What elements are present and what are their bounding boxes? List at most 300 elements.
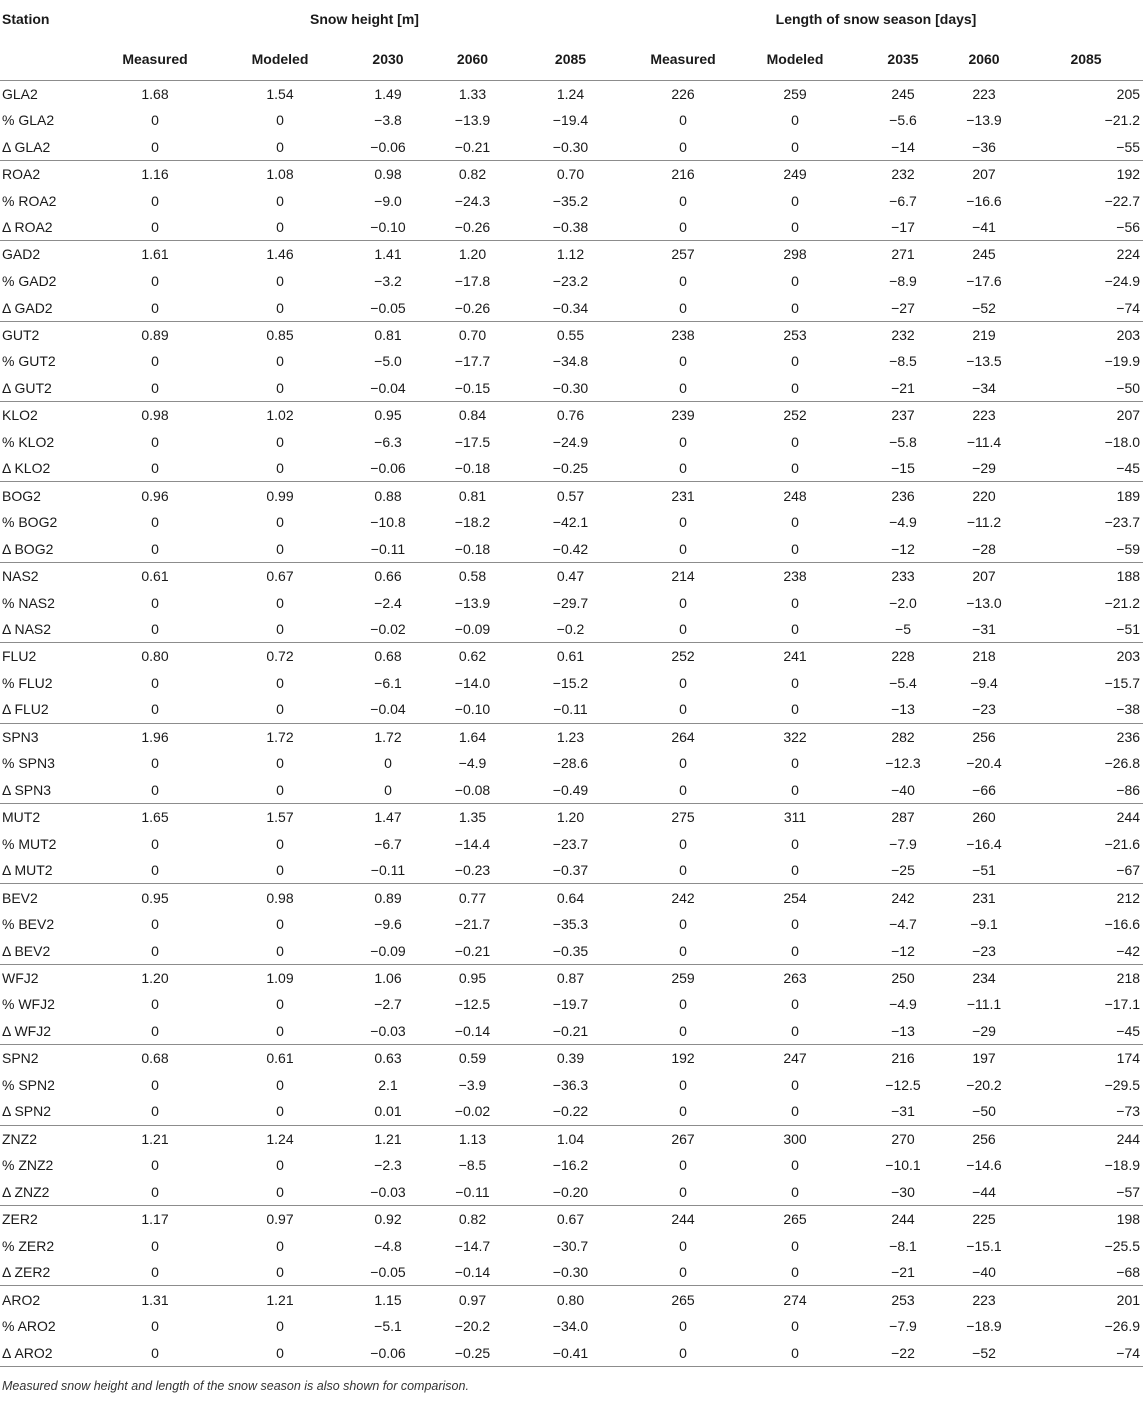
table-cell: −14.0: [454, 674, 491, 691]
table-cell: 0: [276, 755, 284, 772]
table-cell: −4.8: [374, 1237, 402, 1254]
table-cell: −45: [1116, 1023, 1141, 1040]
table-cell: 1.21: [104, 1125, 206, 1152]
table-cell: 0: [151, 1076, 159, 1093]
table-cell: 1.06: [354, 964, 422, 991]
table-row: [0, 402, 1143, 429]
table-cell: 0.66: [354, 562, 422, 589]
row-label: SPN3: [0, 723, 104, 750]
table-cell: −5.8: [889, 433, 917, 450]
table-row: [0, 777, 1143, 804]
table-cell: 0: [791, 540, 799, 557]
table-cell: −13: [891, 701, 915, 718]
table-cell: −23: [972, 701, 996, 718]
table-cell: 0: [791, 514, 799, 531]
table-cell: 0: [679, 433, 687, 450]
table-cell: −18.0: [1104, 433, 1141, 450]
table-cell: 236: [870, 482, 936, 509]
table-cell: 1.21: [354, 1125, 422, 1152]
table-cell: 0: [151, 219, 159, 236]
table-cell: −21.2: [1104, 112, 1141, 129]
table-row: [0, 1018, 1143, 1045]
table-cell: −0.42: [552, 540, 589, 557]
table-cell: 259: [720, 80, 870, 107]
table-cell: −18.2: [454, 514, 491, 531]
table-cell: 0: [276, 1023, 284, 1040]
table-row: [0, 536, 1143, 563]
table-cell: 0: [151, 1264, 159, 1281]
table-cell: 0: [679, 1264, 687, 1281]
row-label: % KLO2: [2, 433, 55, 450]
table-cell: 0: [679, 379, 687, 396]
table-cell: 0: [679, 138, 687, 155]
station-header: Station: [2, 11, 50, 27]
table-cell: 0: [151, 379, 159, 396]
table-cell: −19.4: [552, 112, 589, 129]
table-cell: 0: [679, 1183, 687, 1200]
table-cell: −0.21: [552, 1023, 589, 1040]
table-cell: 0: [276, 112, 284, 129]
table-cell: 0: [276, 862, 284, 879]
row-label: % GUT2: [2, 353, 56, 370]
table-cell: 0: [679, 112, 687, 129]
table-cell: 0: [151, 353, 159, 370]
table-cell: −0.06: [370, 460, 406, 477]
table-cell: −34.8: [552, 353, 589, 370]
table-cell: 238: [646, 321, 720, 348]
table-cell: 0.57: [523, 482, 618, 509]
table-cell: 249: [720, 160, 870, 187]
row-label: Δ BEV2: [2, 942, 51, 959]
table-cell: 0: [679, 1076, 687, 1093]
table-cell: −74: [1116, 299, 1141, 316]
table-body: [0, 80, 1143, 1366]
header-row-groups: [0, 0, 1143, 38]
table-cell: −5.1: [374, 1318, 402, 1335]
table-cell: −74: [1032, 1339, 1143, 1366]
table-cell: −0.21: [454, 138, 491, 155]
table-cell: 1.04: [523, 1125, 618, 1152]
table-cell: 239: [646, 402, 720, 429]
table-cell: 0: [151, 540, 159, 557]
row-label: % WFJ2: [2, 996, 55, 1013]
row-label: ARO2: [0, 1286, 104, 1313]
col-header: 2085: [1032, 38, 1143, 80]
table-cell: 201: [1032, 1286, 1143, 1313]
table-cell: 282: [870, 723, 936, 750]
col-header: 2030: [354, 38, 422, 80]
table-cell: 0: [791, 353, 799, 370]
table-cell: 198: [1032, 1205, 1143, 1232]
table-cell: 0: [791, 1023, 799, 1040]
table-cell: 0: [276, 594, 284, 611]
table-cell: 0: [791, 1237, 799, 1254]
table-cell: −0.15: [454, 379, 491, 396]
table-cell: 0: [276, 138, 284, 155]
table-cell: −16.6: [966, 192, 1002, 209]
table-cell: 252: [720, 402, 870, 429]
table-cell: −0.21: [454, 942, 491, 959]
table-cell: 0: [151, 942, 159, 959]
table-cell: 0: [679, 674, 687, 691]
table-cell: 1.24: [206, 1125, 354, 1152]
season-length-group-header: Length of snow season [days]: [775, 11, 977, 27]
col-header: Measured: [104, 38, 206, 80]
table-cell: 0: [679, 781, 687, 798]
table-cell: 0.96: [104, 482, 206, 509]
table-cell: −23.2: [552, 272, 589, 289]
table-cell: −0.11: [553, 701, 588, 718]
table-cell: −29: [972, 1023, 996, 1040]
row-label: % MUT2: [2, 835, 57, 852]
table-cell: −6.3: [374, 433, 402, 450]
table-cell: −23.7: [552, 835, 589, 852]
row-label: Δ ARO2: [0, 1339, 104, 1366]
table-cell: −14: [891, 138, 915, 155]
table-cell: 1.68: [104, 80, 206, 107]
table-cell: −2.4: [374, 594, 402, 611]
table-cell: 0: [679, 460, 687, 477]
table-row: [0, 375, 1143, 402]
table-cell: 0: [276, 942, 284, 959]
table-cell: 0: [151, 138, 159, 155]
table-row: [0, 1259, 1143, 1286]
table-cell: 263: [720, 964, 870, 991]
table-row: [0, 107, 1143, 134]
table-cell: −30: [891, 1183, 915, 1200]
table-cell: −0.06: [354, 1339, 422, 1366]
table-cell: −0.26: [454, 299, 491, 316]
table-cell: 0: [791, 1264, 799, 1281]
table-cell: −0.10: [370, 219, 406, 236]
table-cell: 0: [151, 621, 159, 638]
table-cell: −4.7: [889, 916, 917, 933]
table-cell: 232: [870, 321, 936, 348]
table-cell: −67: [1116, 862, 1141, 879]
table-cell: −73: [1116, 1103, 1141, 1120]
table-cell: 0: [679, 540, 687, 557]
table-cell: 0: [276, 1076, 284, 1093]
table-cell: −0.04: [370, 379, 406, 396]
table-cell: 218: [1032, 964, 1143, 991]
table-cell: −3.8: [374, 112, 402, 129]
row-label: Δ ZNZ2: [2, 1183, 50, 1200]
row-label: % BOG2: [2, 514, 58, 531]
table-cell: 0: [791, 701, 799, 718]
table-row: [0, 509, 1143, 536]
table-cell: −34: [972, 379, 996, 396]
table-cell: 252: [646, 643, 720, 670]
row-label: % GAD2: [2, 272, 57, 289]
table-cell: 0.63: [354, 1045, 422, 1072]
table-cell: −50: [1116, 379, 1141, 396]
table-cell: 0: [679, 835, 687, 852]
table-cell: 216: [870, 1045, 936, 1072]
table-cell: 0.58: [422, 562, 523, 589]
table-cell: 0: [276, 433, 284, 450]
table-cell: 1.17: [104, 1205, 206, 1232]
table-cell: 1.20: [104, 964, 206, 991]
table-cell: −9.1: [970, 916, 998, 933]
table-cell: 0: [276, 379, 284, 396]
table-cell: 0: [679, 1318, 687, 1335]
table-cell: 250: [870, 964, 936, 991]
table-row: [0, 1232, 1143, 1259]
table-cell: 0.95: [354, 402, 422, 429]
table-cell: −20.2: [454, 1318, 491, 1335]
table-cell: 259: [646, 964, 720, 991]
table-cell: 238: [720, 562, 870, 589]
table-cell: −11.2: [966, 514, 1002, 531]
table-cell: 207: [936, 160, 1032, 187]
row-label: GLA2: [0, 80, 104, 107]
table-cell: −68: [1116, 1264, 1141, 1281]
table-cell: −10.1: [885, 1157, 921, 1174]
table-cell: −4.9: [458, 755, 487, 772]
row-label: GAD2: [0, 241, 104, 268]
table-row: [0, 482, 1143, 509]
col-header: Modeled: [720, 38, 870, 80]
row-label: BEV2: [0, 884, 104, 911]
table-cell: −29: [972, 460, 996, 477]
table-cell: 0.61: [206, 1045, 354, 1072]
table-cell: 2.1: [378, 1076, 398, 1093]
table-cell: −0.49: [552, 781, 589, 798]
table-cell: 300: [720, 1125, 870, 1152]
table-cell: 0: [151, 674, 159, 691]
row-label: Δ BOG2: [2, 540, 54, 557]
table-row: [0, 134, 1143, 161]
row-label: WFJ2: [0, 964, 104, 991]
table-cell: 0: [679, 299, 687, 316]
table-cell: 0: [151, 916, 159, 933]
table-cell: 260: [936, 804, 1032, 831]
table-cell: 1.24: [523, 80, 618, 107]
table-cell: 1.15: [354, 1286, 422, 1313]
table-cell: −8.1: [889, 1237, 917, 1254]
table-cell: −20.4: [966, 755, 1002, 772]
table-cell: 1.54: [206, 80, 354, 107]
table-cell: −20.2: [966, 1076, 1002, 1093]
table-cell: 0: [151, 862, 159, 879]
table-cell: 219: [936, 321, 1032, 348]
table-cell: −86: [1116, 781, 1141, 798]
table-cell: 0.39: [523, 1045, 618, 1072]
table-cell: 0.89: [104, 321, 206, 348]
table-cell: −0.09: [454, 621, 491, 638]
table-row: [0, 1286, 1143, 1313]
table-cell: 1.31: [104, 1286, 206, 1313]
table-cell: 0: [791, 112, 799, 129]
table-row: [0, 696, 1143, 723]
table-cell: 256: [936, 1125, 1032, 1152]
table-cell: −34.0: [552, 1318, 589, 1335]
table-cell: −24.9: [552, 433, 589, 450]
table-cell: −45: [1116, 460, 1141, 477]
table-cell: −30.7: [552, 1237, 589, 1254]
table-cell: 0: [151, 1183, 159, 1200]
table-cell: 0.95: [422, 964, 523, 991]
table-cell: −31: [972, 621, 996, 638]
table-cell: 0: [276, 621, 284, 638]
table-cell: 0: [151, 996, 159, 1013]
table-cell: 0.62: [422, 643, 523, 670]
row-label: NAS2: [0, 562, 104, 589]
table-cell: −0.18: [454, 540, 491, 557]
table-row: [0, 294, 1143, 321]
table-cell: −42: [1116, 942, 1141, 959]
table-cell: 275: [646, 804, 720, 831]
table-cell: −15: [891, 460, 915, 477]
table-cell: 1.41: [354, 241, 422, 268]
table-cell: 0: [791, 835, 799, 852]
table-cell: −0.37: [552, 862, 589, 879]
table-cell: −59: [1116, 540, 1141, 557]
table-row: [0, 991, 1143, 1018]
table-cell: 207: [1032, 402, 1143, 429]
table-cell: 192: [646, 1045, 720, 1072]
table-row: [0, 1125, 1143, 1152]
table-cell: −0.14: [454, 1023, 491, 1040]
table-cell: −0.25: [422, 1339, 523, 1366]
table-cell: 0.82: [422, 160, 523, 187]
table-cell: 0: [276, 701, 284, 718]
header-row-columns: [0, 38, 1143, 80]
table-cell: 0: [276, 916, 284, 933]
table-cell: −24.3: [454, 192, 491, 209]
table-cell: 264: [646, 723, 720, 750]
table-cell: 0: [276, 1103, 284, 1120]
table-cell: 0: [276, 835, 284, 852]
table-cell: 311: [720, 804, 870, 831]
table-cell: 207: [936, 562, 1032, 589]
table-cell: −11.1: [966, 996, 1002, 1013]
table-cell: 0: [679, 916, 687, 933]
table-cell: −8.5: [458, 1157, 487, 1174]
table-cell: −0.30: [552, 379, 589, 396]
table-cell: −19.7: [552, 996, 589, 1013]
table-row: [0, 1045, 1143, 1072]
table-row: [0, 830, 1143, 857]
table-cell: 0: [151, 514, 159, 531]
table-cell: 231: [936, 884, 1032, 911]
table-cell: 0.98: [206, 884, 354, 911]
table-cell: 1.21: [206, 1286, 354, 1313]
table-cell: 0: [791, 916, 799, 933]
table-cell: 1.72: [354, 723, 422, 750]
table-cell: 1.16: [104, 160, 206, 187]
table-row: [0, 616, 1143, 643]
table-cell: −66: [972, 781, 996, 798]
table-cell: −3.2: [374, 272, 402, 289]
table-row: [0, 938, 1143, 965]
table-cell: 0: [104, 1339, 206, 1366]
row-label: ZNZ2: [0, 1125, 104, 1152]
table-cell: 244: [1032, 1125, 1143, 1152]
table-cell: 270: [870, 1125, 936, 1152]
table-cell: 192: [1032, 160, 1143, 187]
table-cell: 274: [720, 1286, 870, 1313]
col-header: Measured: [646, 38, 720, 80]
table-cell: 0.98: [104, 402, 206, 429]
table-cell: 0.85: [206, 321, 354, 348]
table-cell: −0.10: [454, 701, 491, 718]
row-label: Δ KLO2: [2, 460, 51, 477]
table-cell: 0.84: [422, 402, 523, 429]
table-row: [0, 804, 1143, 831]
row-label: Δ SPN3: [2, 781, 52, 798]
row-label: Δ FLU2: [2, 701, 49, 718]
table-row: [0, 1071, 1143, 1098]
table-cell: 0: [276, 781, 284, 798]
table-cell: −0.30: [552, 1264, 589, 1281]
table-cell: 205: [1032, 80, 1143, 107]
table-cell: 223: [936, 402, 1032, 429]
table-cell: 0: [791, 1103, 799, 1120]
table-cell: 1.46: [206, 241, 354, 268]
table-cell: −4.9: [889, 996, 917, 1013]
table-cell: 1.13: [422, 1125, 523, 1152]
table-cell: −12: [891, 942, 915, 959]
table-cell: 247: [720, 1045, 870, 1072]
table-cell: 0.77: [422, 884, 523, 911]
table-cell: 0: [276, 460, 284, 477]
table-row: [0, 214, 1143, 241]
table-cell: 0: [679, 1103, 687, 1120]
table-cell: 0: [151, 835, 159, 852]
table-cell: 0: [276, 272, 284, 289]
table-cell: −12: [891, 540, 915, 557]
table-cell: −5.0: [374, 353, 402, 370]
table-cell: 0: [679, 353, 687, 370]
table-cell: −5.4: [889, 674, 917, 691]
table-cell: 0: [791, 433, 799, 450]
table-row: [0, 964, 1143, 991]
table-cell: 0: [276, 996, 284, 1013]
table-cell: 1.08: [206, 160, 354, 187]
table-cell: 0: [679, 755, 687, 772]
table-cell: 0: [151, 1157, 159, 1174]
table-cell: −0.30: [552, 138, 589, 155]
table-cell: 0: [276, 1183, 284, 1200]
table-cell: −0.09: [370, 942, 406, 959]
table-cell: 0: [276, 1318, 284, 1335]
table-cell: −23: [972, 942, 996, 959]
table-cell: 0: [791, 621, 799, 638]
table-cell: 0.81: [354, 321, 422, 348]
row-label: % GLA2: [2, 112, 55, 129]
table-cell: 0: [384, 755, 392, 772]
table-cell: 1.61: [104, 241, 206, 268]
table-cell: 242: [870, 884, 936, 911]
table-cell: −0.11: [370, 862, 406, 879]
table-cell: 271: [870, 241, 936, 268]
table-cell: −0.03: [370, 1023, 406, 1040]
table-cell: −21.6: [1104, 835, 1141, 852]
table-cell: −0.02: [370, 621, 406, 638]
table-cell: 0.70: [523, 160, 618, 187]
table-cell: −21: [891, 1264, 915, 1281]
table-cell: 0: [791, 379, 799, 396]
row-label: ROA2: [0, 160, 104, 187]
table-cell: −35.2: [552, 192, 589, 209]
table-cell: −16.6: [1104, 916, 1141, 933]
table-cell: 174: [1032, 1045, 1143, 1072]
table-cell: −51: [972, 862, 996, 879]
table-row: [0, 1152, 1143, 1179]
table-cell: 1.65: [104, 804, 206, 831]
table-cell: 0.88: [354, 482, 422, 509]
